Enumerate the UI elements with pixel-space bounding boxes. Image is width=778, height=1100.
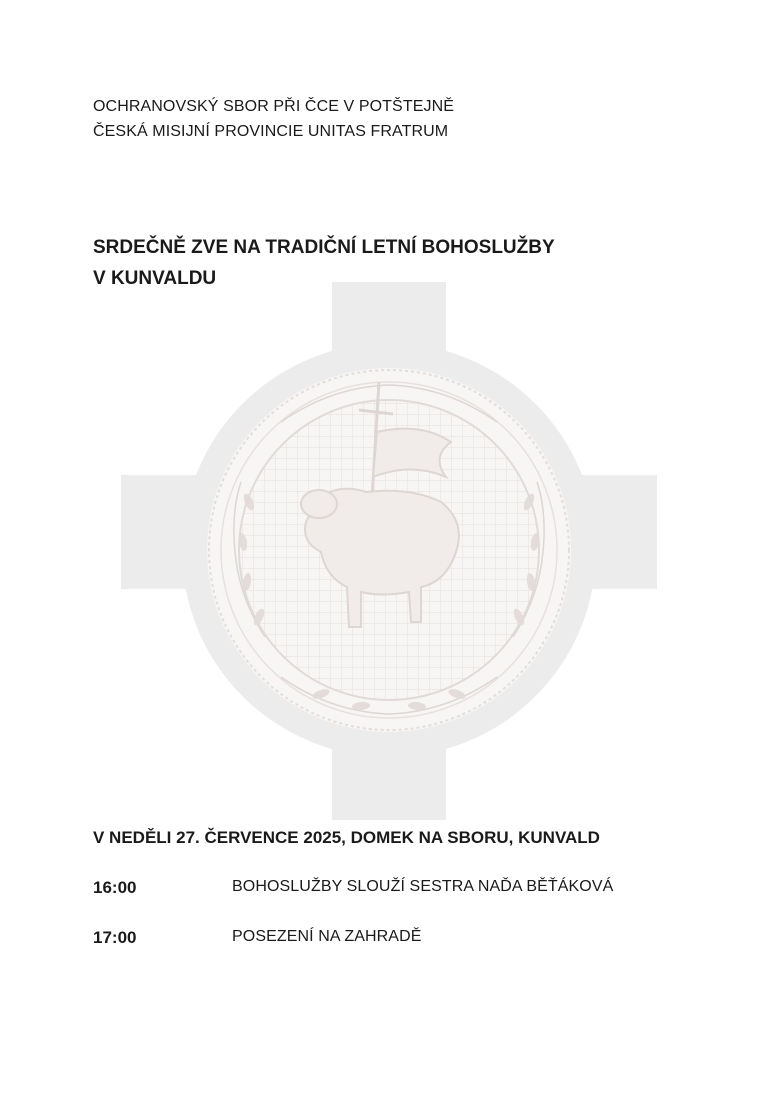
event-date-place: V NEDĚLI 27. ČERVENCE 2025, DOMEK NA SBORU, KUNVALD [93, 828, 600, 847]
schedule-time: 16:00 [93, 878, 137, 897]
schedule-row [93, 878, 613, 898]
headline-line-1: SRDEČNĚ ZVE NA TRADIČNÍ LETNÍ BOHOSLUŽBY [93, 237, 555, 258]
schedule-time: 17:00 [93, 928, 137, 947]
lace-lamb-cross-emblem [121, 282, 657, 820]
organization-header [93, 94, 454, 144]
province-name: ČESKÁ MISIJNÍ PROVINCIE UNITAS FRATRUM [93, 123, 449, 140]
headline-line-2: V KUNVALDU [93, 268, 217, 289]
organization-name: OCHRANOVSKÝ SBOR PŘI ČCE V POTŠTEJNĚ [93, 98, 454, 115]
schedule-description: POSEZENÍ NA ZAHRADĚ [232, 928, 422, 945]
schedule-description: BOHOSLUŽBY SLOUŽÍ SESTRA NAĎA BĚŤÁKOVÁ [232, 878, 614, 895]
schedule-row [93, 928, 422, 948]
